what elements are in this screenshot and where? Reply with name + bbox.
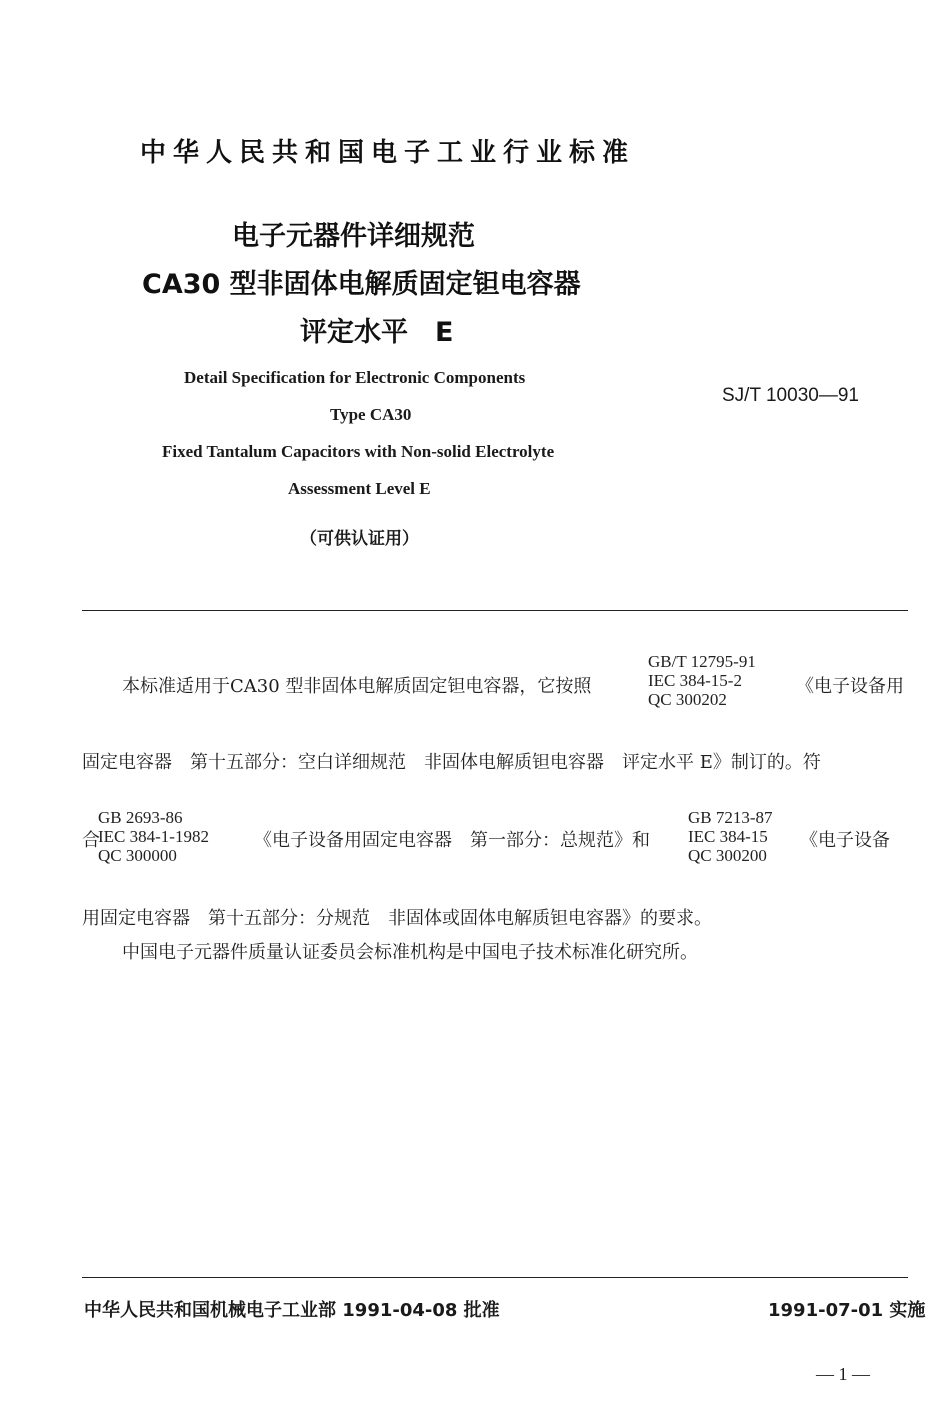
- approval-line: 中华人民共和国机械电子工业部 1991-04-08 批准: [84, 1300, 500, 1321]
- title-en-line3: Fixed Tantalum Capacitors with Non-solid Electrolyte: [162, 442, 555, 461]
- para3: 中国电子元器件质量认证委员会标准机构是中国电子技术标准化研究所。: [122, 942, 698, 963]
- ref-qc-300202: QC 300202: [648, 690, 727, 709]
- para2-ref-stack-a: [98, 808, 209, 865]
- title-en-line4: Assessment Level E: [288, 479, 431, 498]
- para1-line2: 固定电容器 第十五部分：空白详细规范 非固体电解质钽电容器 评定水平 E》制订的。符: [82, 752, 821, 773]
- para2-line2: 用固定电容器 第十五部分：分规范 非固体或固体电解质钽电容器》的要求。: [82, 908, 712, 929]
- implementation-date: 1991-07-01 实施: [768, 1300, 926, 1321]
- ref-gbt-12795: GB/T 12795-91: [648, 652, 756, 671]
- para1-prefix: 本标准适用于CA30 型非固体电解质固定钽电容器，它按照: [122, 676, 592, 697]
- ref-iec-384-15-2: IEC 384-15-2: [648, 671, 742, 690]
- ref-qc-300200: QC 300200: [688, 846, 767, 865]
- bottom-divider: [82, 1277, 908, 1278]
- ref-qc-300000: QC 300000: [98, 846, 177, 865]
- para2-prefix: 合: [82, 830, 100, 851]
- ref-gb-7213: GB 7213-87: [688, 808, 773, 827]
- industry-standard-header: 中华人民共和国电子工业行业标准: [140, 138, 636, 168]
- standard-number: SJ/T 10030—91: [722, 385, 859, 406]
- title-en-line2: Type CA30: [330, 405, 412, 424]
- para2-suffix: 《电子设备: [800, 830, 890, 851]
- ref-gb-2693: GB 2693-86: [98, 808, 183, 827]
- title-cn-line2: CA30 型非固体电解质固定钽电容器: [142, 269, 581, 300]
- title-cn-line1: 电子元器件详细规范: [232, 221, 475, 252]
- para1-ref-stack: [648, 652, 756, 709]
- para1-suffix: 《电子设备用: [796, 676, 904, 697]
- certification-note: （可供认证用）: [300, 529, 419, 549]
- title-cn-line3: 评定水平 E: [300, 317, 454, 348]
- para2-mid: 《电子设备用固定电容器 第一部分：总规范》和: [254, 830, 650, 851]
- para2-ref-stack-b: [688, 808, 773, 865]
- ref-iec-384-15: IEC 384-15: [688, 827, 768, 846]
- page-number: — 1 —: [816, 1364, 870, 1384]
- top-divider: [82, 610, 908, 611]
- ref-iec-384-1: IEC 384-1-1982: [98, 827, 209, 846]
- title-en-line1: Detail Specification for Electronic Components: [184, 368, 526, 387]
